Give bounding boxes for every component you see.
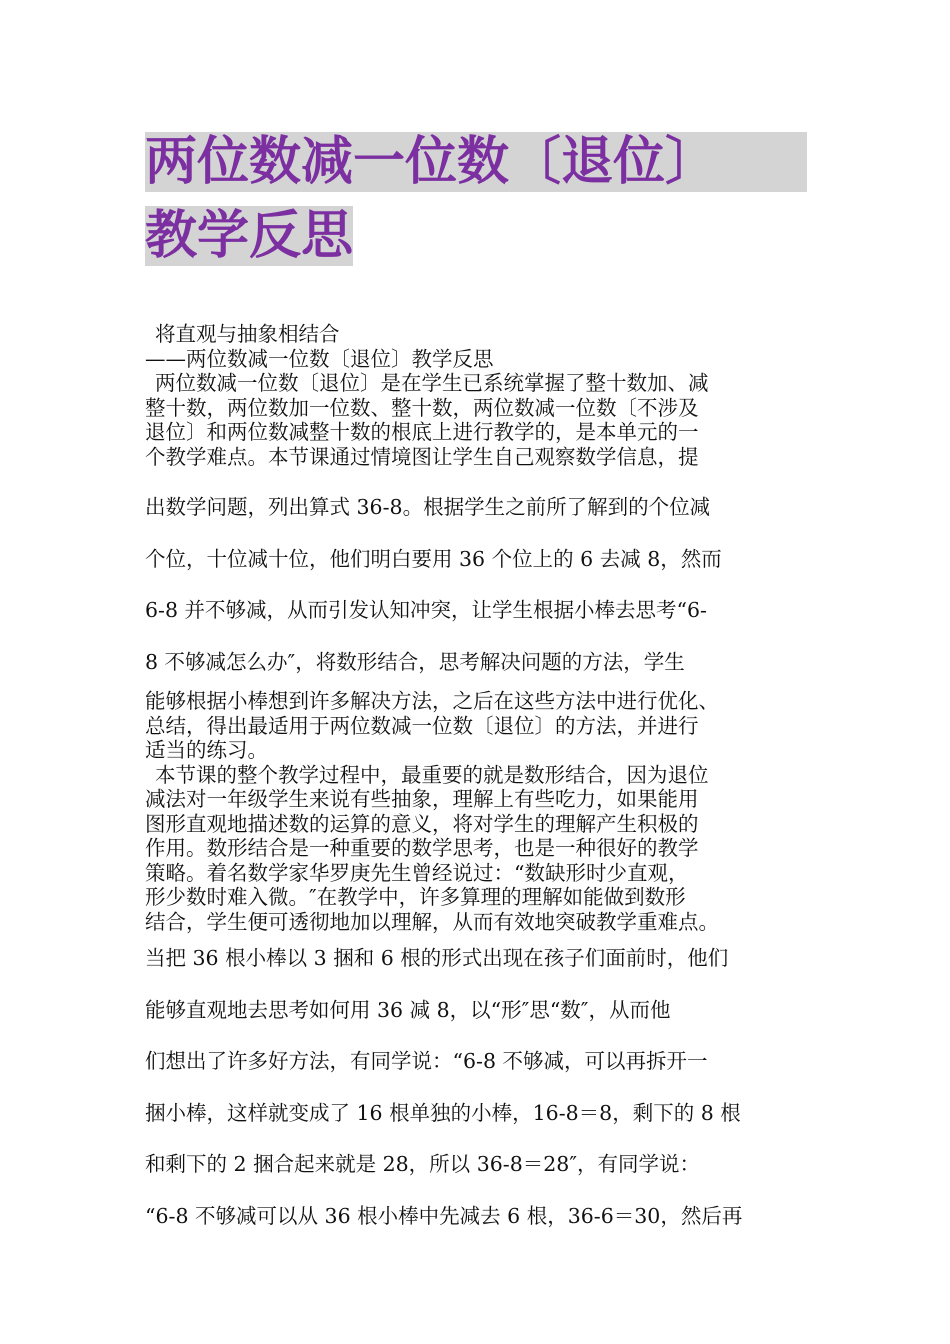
- paragraph-line: 个教学难点。本节课通过情境图让学生自己观察数学信息，提: [145, 444, 699, 469]
- paragraph-line: 形少数时难入微。″在教学中，许多算理的理解如能做到数形: [145, 885, 686, 909]
- paragraph-line: “6-8 不够减可以从 36 根小棒中先减去 6 根，36-6＝30，然后再: [145, 1203, 743, 1228]
- subtitle-line-2: ——两位数减一位数〔退位〕教学反思: [145, 346, 494, 371]
- paragraph-line: 8 不够减怎么办″，将数形结合，思考解决问题的方法，学生: [145, 649, 685, 674]
- paragraph-line: 们想出了许多好方法，有同学说：“6-8 不够减，可以再拆开一: [145, 1049, 708, 1073]
- title-line-2: 教学反思: [145, 206, 354, 266]
- paragraph-line: 当把 36 根小棒以 3 捆和 6 根的形式出现在孩子们面前时，他们: [145, 946, 729, 970]
- subtitle-line-1: 将直观与抽象相结合: [155, 322, 340, 346]
- paragraph-line: 两位数减一位数〔退位〕是在学生已系统掌握了整十数加、减: [155, 371, 709, 395]
- title-line-1: 两位数减一位数〔退位〕: [145, 132, 807, 192]
- paragraph-line: 总结，得出最适用于两位数减一位数〔退位〕的方法，并进行: [145, 713, 699, 738]
- paragraph-line: 出数学问题，列出算式 36-8。根据学生之前所了解到的个位减: [145, 495, 711, 519]
- paragraph-line: 整十数，两位数加一位数、整十数，两位数减一位数〔不涉及: [145, 395, 699, 420]
- paragraph-line: 结合，学生便可透彻地加以理解，从而有效地突破教学重难点。: [145, 909, 719, 934]
- paragraph-line: 捆小棒，这样就变成了 16 根单独的小棒，16-8＝8，剩下的 8 根: [145, 1100, 741, 1125]
- paragraph-line: 6-8 并不够减，从而引发认知冲突，让学生根据小棒去思考“6-: [145, 598, 707, 622]
- paragraph-line: 减法对一年级学生来说有些抽象，理解上有些吃力，如果能用: [145, 787, 699, 811]
- document-title: [145, 132, 810, 280]
- paragraph-line: 作用。数形结合是一种重要的数学思考，也是一种很好的教学: [145, 836, 699, 860]
- paragraph-line: 策略。着名数学家华罗庚先生曾经说过：“数缺形时少直观，: [145, 860, 689, 885]
- paragraph-line: 本节课的整个教学过程中，最重要的就是数形结合，因为退位: [155, 762, 709, 787]
- paragraph-line: 能够直观地去思考如何用 36 减 8，以“形″思“数″，从而他: [145, 997, 671, 1022]
- paragraph-line: 适当的练习。: [145, 738, 268, 762]
- paragraph-line: 图形直观地描述数的运算的意义，将对学生的理解产生积极的: [145, 811, 699, 836]
- paragraph-line: 退位〕和两位数减整十数的根底上进行教学的，是本单元的一: [145, 420, 699, 444]
- document-body: [145, 322, 813, 1228]
- paragraph-line: 个位，十位减十位，他们明白要用 36 个位上的 6 去减 8，然而: [145, 546, 722, 571]
- paragraph-line: 能够根据小棒想到许多解决方法，之后在这些方法中进行优化、: [145, 689, 719, 713]
- paragraph-line: 和剩下的 2 捆合起来就是 28，所以 36-8＝28″，有同学说：: [145, 1152, 700, 1176]
